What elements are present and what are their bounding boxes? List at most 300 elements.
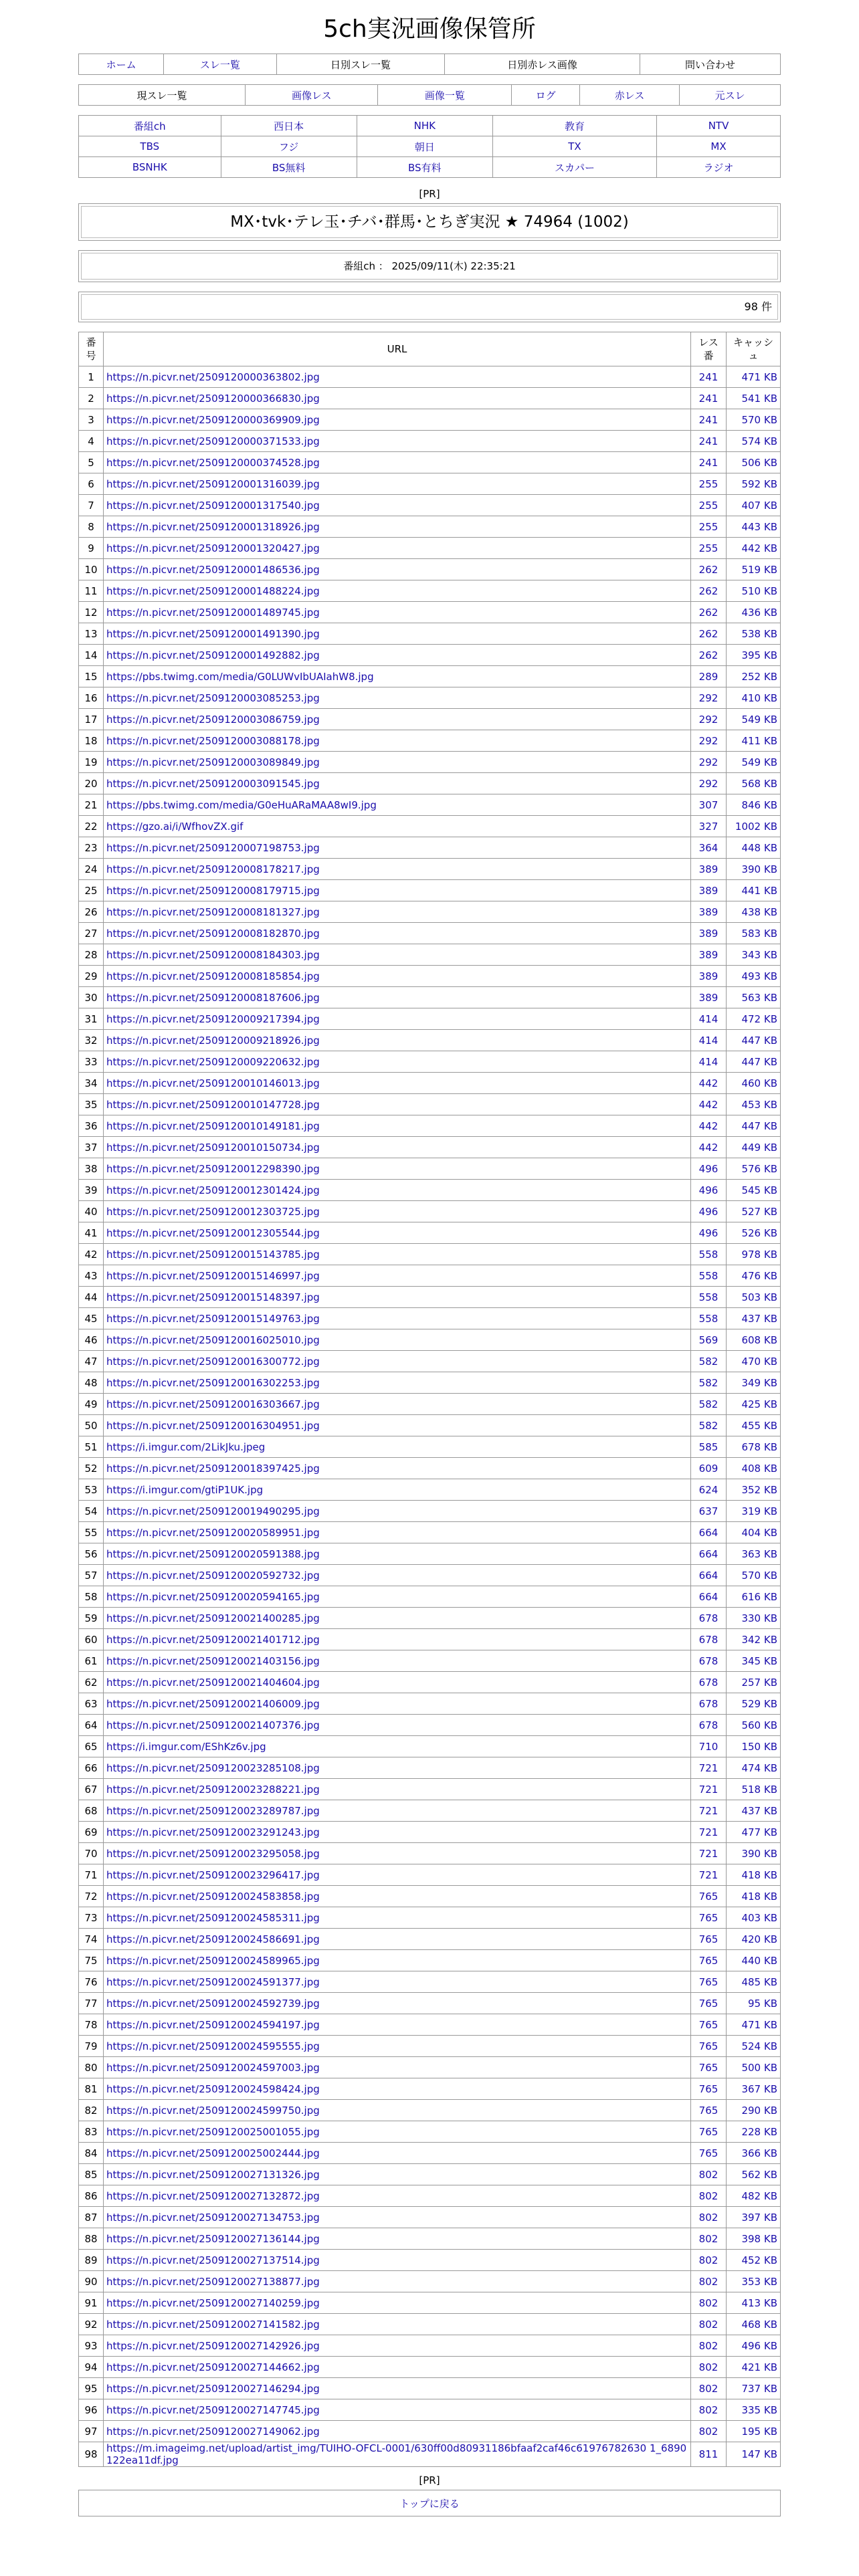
nav-image-res[interactable]: 画像レス [246, 85, 378, 106]
image-url-link[interactable]: https://n.picvr.net/2509120012303725.jpg [106, 1205, 320, 1218]
image-url-link[interactable]: https://n.picvr.net/2509120001491390.jpg [106, 627, 320, 640]
row-cache[interactable]: 352 KB [727, 1479, 781, 1501]
row-url[interactable] [104, 1950, 691, 1971]
row-res-number[interactable]: 678 [691, 1693, 727, 1715]
row-url[interactable] [104, 1993, 691, 2014]
row-cache[interactable]: 527 KB [727, 1201, 781, 1222]
row-res-number[interactable]: 442 [691, 1073, 727, 1094]
row-url[interactable] [104, 794, 691, 816]
row-url[interactable] [104, 495, 691, 516]
image-url-link[interactable]: https://n.picvr.net/2509120001318926.jpg [106, 520, 320, 533]
image-url-link[interactable]: https://n.picvr.net/2509120024599750.jpg [106, 2104, 320, 2117]
row-cache[interactable]: 418 KB [727, 1864, 781, 1886]
nav-contact[interactable]: 問い合わせ [640, 54, 780, 75]
row-url[interactable] [104, 1308, 691, 1329]
row-cache[interactable]: 366 KB [727, 2143, 781, 2164]
row-cache[interactable]: 335 KB [727, 2399, 781, 2421]
row-url[interactable] [104, 1436, 691, 1458]
row-cache[interactable]: 1002 KB [727, 816, 781, 837]
image-url-link[interactable]: https://n.picvr.net/2509120027147745.jpg [106, 2403, 320, 2416]
row-cache[interactable]: 398 KB [727, 2228, 781, 2250]
row-url[interactable] [104, 1907, 691, 1929]
row-cache[interactable]: 541 KB [727, 388, 781, 409]
image-url-link[interactable]: https://n.picvr.net/2509120003085253.jpg [106, 691, 320, 704]
image-url-link[interactable]: https://n.picvr.net/2509120008184303.jpg [106, 948, 320, 961]
row-res-number[interactable]: 765 [691, 1929, 727, 1950]
row-res-number[interactable]: 496 [691, 1158, 727, 1180]
row-res-number[interactable]: 710 [691, 1736, 727, 1757]
row-url[interactable] [104, 2357, 691, 2378]
row-cache[interactable]: 404 KB [727, 1522, 781, 1543]
row-cache[interactable]: 503 KB [727, 1287, 781, 1308]
image-url-link[interactable]: https://i.imgur.com/EShKz6v.jpg [106, 1740, 266, 1753]
row-url[interactable] [104, 773, 691, 794]
image-url-link[interactable]: https://n.picvr.net/2509120001320427.jpg [106, 542, 320, 554]
row-cache[interactable]: 147 KB [727, 2442, 781, 2467]
row-cache[interactable]: 349 KB [727, 1372, 781, 1394]
image-url-link[interactable]: https://n.picvr.net/2509120016304951.jpg [106, 1419, 320, 1432]
row-res-number[interactable]: 389 [691, 966, 727, 987]
row-cache[interactable]: 447 KB [727, 1115, 781, 1137]
row-url[interactable] [104, 1843, 691, 1864]
row-cache[interactable]: 496 KB [727, 2335, 781, 2357]
image-url-link[interactable]: https://gzo.ai/i/WfhovZX.gif [106, 820, 244, 833]
row-url[interactable] [104, 602, 691, 623]
row-url[interactable] [104, 923, 691, 944]
nav-log[interactable]: ログ [512, 85, 580, 106]
row-cache[interactable]: 453 KB [727, 1094, 781, 1115]
image-url-link[interactable]: https://n.picvr.net/2509120000363802.jpg [106, 370, 320, 383]
row-cache[interactable]: 570 KB [727, 409, 781, 431]
row-res-number[interactable]: 765 [691, 2078, 727, 2100]
row-res-number[interactable]: 292 [691, 730, 727, 752]
row-url[interactable] [104, 516, 691, 538]
row-cache[interactable]: 474 KB [727, 1757, 781, 1779]
image-url-link[interactable]: https://n.picvr.net/2509120021400285.jpg [106, 1612, 320, 1624]
channel-item[interactable]: BSNHK [79, 157, 221, 178]
row-url[interactable] [104, 1736, 691, 1757]
image-url-link[interactable]: https://n.picvr.net/2509120000366830.jpg [106, 392, 320, 405]
row-url[interactable] [104, 2421, 691, 2442]
row-cache[interactable]: 570 KB [727, 1565, 781, 1586]
row-url[interactable] [104, 1479, 691, 1501]
back-to-top-cell[interactable] [79, 2490, 781, 2516]
row-res-number[interactable]: 765 [691, 2014, 727, 2036]
image-url-link[interactable]: https://n.picvr.net/2509120008181327.jpg [106, 905, 320, 918]
row-res-number[interactable]: 327 [691, 816, 727, 837]
row-cache[interactable]: 367 KB [727, 2078, 781, 2100]
row-cache[interactable]: 413 KB [727, 2292, 781, 2314]
row-url[interactable] [104, 687, 691, 709]
row-res-number[interactable]: 414 [691, 1051, 727, 1073]
row-url[interactable] [104, 1971, 691, 1993]
row-url[interactable] [104, 752, 691, 773]
image-url-link[interactable]: https://n.picvr.net/2509120020589951.jpg [106, 1526, 320, 1539]
row-res-number[interactable]: 292 [691, 687, 727, 709]
row-res-number[interactable]: 721 [691, 1757, 727, 1779]
row-res-number[interactable]: 721 [691, 1800, 727, 1822]
image-url-link[interactable]: https://n.picvr.net/2509120027132872.jpg [106, 2189, 320, 2202]
nav-daily-red-res[interactable]: 日別赤レス画像 [445, 54, 640, 75]
image-url-link[interactable]: https://n.picvr.net/2509120012298390.jpg [106, 1162, 320, 1175]
row-url[interactable] [104, 1800, 691, 1822]
row-cache[interactable]: 545 KB [727, 1180, 781, 1201]
image-url-link[interactable]: https://n.picvr.net/2509120009217394.jpg [106, 1012, 320, 1025]
image-url-link[interactable]: https://n.picvr.net/2509120003086759.jpg [106, 713, 320, 726]
image-url-link[interactable]: https://n.picvr.net/2509120012305544.jpg [106, 1226, 320, 1239]
image-url-link[interactable]: https://n.picvr.net/2509120001489745.jpg [106, 606, 320, 619]
nav-thread-list[interactable]: スレ一覧 [164, 54, 277, 75]
image-url-link[interactable]: https://n.picvr.net/2509120015149763.jpg [106, 1312, 320, 1325]
row-url[interactable] [104, 559, 691, 580]
image-url-link[interactable]: https://n.picvr.net/2509120010150734.jpg [106, 1141, 320, 1154]
row-res-number[interactable]: 262 [691, 559, 727, 580]
row-cache[interactable]: 616 KB [727, 1586, 781, 1608]
row-url[interactable] [104, 431, 691, 452]
nav-current-threads[interactable]: 現スレ一覧 [79, 85, 246, 106]
row-url[interactable] [104, 1394, 691, 1415]
row-cache[interactable]: 574 KB [727, 431, 781, 452]
row-url[interactable] [104, 837, 691, 859]
image-url-link[interactable]: https://n.picvr.net/2509120023288221.jpg [106, 1783, 320, 1796]
row-cache[interactable]: 526 KB [727, 1222, 781, 1244]
row-url[interactable] [104, 1222, 691, 1244]
row-res-number[interactable]: 678 [691, 1672, 727, 1693]
image-url-link[interactable]: https://n.picvr.net/2509120015146997.jpg [106, 1269, 320, 1282]
row-res-number[interactable]: 389 [691, 987, 727, 1008]
image-url-link[interactable]: https://n.picvr.net/2509120021407376.jpg [106, 1719, 320, 1731]
row-res-number[interactable]: 664 [691, 1543, 727, 1565]
row-res-number[interactable]: 442 [691, 1137, 727, 1158]
row-res-number[interactable]: 389 [691, 901, 727, 923]
row-cache[interactable]: 518 KB [727, 1779, 781, 1800]
row-url[interactable] [104, 1543, 691, 1565]
channel-item[interactable]: フジ [221, 136, 357, 157]
row-cache[interactable]: 390 KB [727, 1843, 781, 1864]
row-cache[interactable]: 471 KB [727, 2014, 781, 2036]
row-url[interactable] [104, 645, 691, 666]
row-res-number[interactable]: 496 [691, 1201, 727, 1222]
image-url-link[interactable]: https://n.picvr.net/2509120024583858.jpg [106, 1890, 320, 1903]
image-url-link[interactable]: https://n.picvr.net/2509120001492882.jpg [106, 649, 320, 661]
row-url[interactable] [104, 859, 691, 880]
row-res-number[interactable]: 802 [691, 2314, 727, 2335]
channel-item[interactable]: スカパー [492, 157, 656, 178]
row-res-number[interactable]: 765 [691, 1950, 727, 1971]
row-res-number[interactable]: 664 [691, 1586, 727, 1608]
row-url[interactable] [104, 2036, 691, 2057]
row-url[interactable] [104, 2335, 691, 2357]
image-url-link[interactable]: https://n.picvr.net/2509120016300772.jpg [106, 1355, 320, 1368]
row-url[interactable] [104, 2399, 691, 2421]
row-res-number[interactable]: 721 [691, 1822, 727, 1843]
row-cache[interactable]: 319 KB [727, 1501, 781, 1522]
row-url[interactable] [104, 2228, 691, 2250]
row-res-number[interactable]: 255 [691, 473, 727, 495]
row-res-number[interactable]: 802 [691, 2185, 727, 2207]
row-res-number[interactable]: 765 [691, 1886, 727, 1907]
row-url[interactable] [104, 1329, 691, 1351]
image-url-link[interactable]: https://n.picvr.net/2509120024597003.jpg [106, 2061, 320, 2074]
row-res-number[interactable]: 678 [691, 1715, 727, 1736]
row-res-number[interactable]: 414 [691, 1030, 727, 1051]
image-url-link[interactable]: https://n.picvr.net/2509120003089849.jpg [106, 756, 320, 768]
row-res-number[interactable]: 262 [691, 602, 727, 623]
row-url[interactable] [104, 2292, 691, 2314]
image-url-link[interactable]: https://n.picvr.net/2509120027140259.jpg [106, 2296, 320, 2309]
image-url-link[interactable]: https://n.picvr.net/2509120025002444.jpg [106, 2147, 320, 2159]
image-url-link[interactable]: https://n.picvr.net/2509120021403156.jpg [106, 1654, 320, 1667]
row-cache[interactable]: 330 KB [727, 1608, 781, 1629]
row-res-number[interactable]: 609 [691, 1458, 727, 1479]
image-url-link[interactable]: https://n.picvr.net/2509120020592732.jpg [106, 1569, 320, 1582]
row-res-number[interactable]: 811 [691, 2442, 727, 2467]
row-url[interactable] [104, 880, 691, 901]
row-url[interactable] [104, 1158, 691, 1180]
row-url[interactable] [104, 2378, 691, 2399]
channel-item[interactable]: MX [657, 136, 781, 157]
row-res-number[interactable]: 678 [691, 1650, 727, 1672]
row-res-number[interactable]: 802 [691, 2335, 727, 2357]
row-url[interactable] [104, 1522, 691, 1543]
image-url-link[interactable]: https://n.picvr.net/2509120010147728.jpg [106, 1098, 320, 1111]
image-url-link[interactable]: https://n.picvr.net/2509120024586691.jpg [106, 1933, 320, 1945]
row-url[interactable] [104, 452, 691, 473]
row-url[interactable] [104, 2314, 691, 2335]
row-res-number[interactable]: 389 [691, 944, 727, 966]
channel-item[interactable]: 教育 [492, 116, 656, 136]
image-url-link[interactable]: https://n.picvr.net/2509120027142926.jpg [106, 2339, 320, 2352]
row-cache[interactable]: 403 KB [727, 1907, 781, 1929]
row-url[interactable] [104, 1115, 691, 1137]
row-url[interactable] [104, 1073, 691, 1094]
row-res-number[interactable]: 802 [691, 2421, 727, 2442]
row-cache[interactable]: 95 KB [727, 1993, 781, 2014]
row-cache[interactable]: 583 KB [727, 923, 781, 944]
row-res-number[interactable]: 582 [691, 1372, 727, 1394]
row-res-number[interactable]: 765 [691, 2100, 727, 2121]
row-url[interactable] [104, 2014, 691, 2036]
row-url[interactable] [104, 2078, 691, 2100]
row-url[interactable] [104, 1094, 691, 1115]
row-url[interactable] [104, 1137, 691, 1158]
row-url[interactable] [104, 1201, 691, 1222]
row-cache[interactable]: 468 KB [727, 2314, 781, 2335]
row-cache[interactable]: 425 KB [727, 1394, 781, 1415]
row-res-number[interactable]: 802 [691, 2399, 727, 2421]
row-url[interactable] [104, 1030, 691, 1051]
row-res-number[interactable]: 292 [691, 773, 727, 794]
image-url-link[interactable]: https://n.picvr.net/2509120009218926.jpg [106, 1034, 320, 1047]
row-cache[interactable]: 343 KB [727, 944, 781, 966]
image-url-link[interactable]: https://n.picvr.net/2509120027149062.jpg [106, 2425, 320, 2438]
channel-item[interactable]: 朝日 [357, 136, 492, 157]
image-url-link[interactable]: https://n.picvr.net/2509120024589965.jpg [106, 1954, 320, 1967]
image-url-link[interactable]: https://n.picvr.net/2509120003088178.jpg [106, 734, 320, 747]
row-cache[interactable]: 485 KB [727, 1971, 781, 1993]
image-url-link[interactable]: https://n.picvr.net/2509120027141582.jpg [106, 2318, 320, 2331]
row-cache[interactable]: 978 KB [727, 1244, 781, 1265]
row-cache[interactable]: 353 KB [727, 2271, 781, 2292]
row-cache[interactable]: 576 KB [727, 1158, 781, 1180]
row-res-number[interactable]: 241 [691, 388, 727, 409]
row-cache[interactable]: 342 KB [727, 1629, 781, 1650]
row-cache[interactable]: 408 KB [727, 1458, 781, 1479]
row-url[interactable] [104, 1008, 691, 1030]
row-res-number[interactable]: 496 [691, 1222, 727, 1244]
image-url-link[interactable]: https://n.picvr.net/2509120027134753.jpg [106, 2211, 320, 2224]
row-res-number[interactable]: 678 [691, 1608, 727, 1629]
row-res-number[interactable]: 255 [691, 495, 727, 516]
row-res-number[interactable]: 664 [691, 1565, 727, 1586]
row-cache[interactable]: 493 KB [727, 966, 781, 987]
image-url-link[interactable]: https://i.imgur.com/gtiP1UK.jpg [106, 1483, 264, 1496]
image-url-link[interactable]: https://n.picvr.net/2509120001488224.jpg [106, 584, 320, 597]
image-url-link[interactable]: https://pbs.twimg.com/media/G0LUWvIbUAIahW8.jpg [106, 670, 374, 683]
row-res-number[interactable]: 765 [691, 2143, 727, 2164]
image-url-link[interactable]: https://n.picvr.net/2509120025001055.jpg [106, 2125, 320, 2138]
row-res-number[interactable]: 307 [691, 794, 727, 816]
back-to-top-link[interactable]: トップに戻る [399, 2497, 460, 2510]
row-cache[interactable]: 363 KB [727, 1543, 781, 1565]
row-res-number[interactable]: 802 [691, 2228, 727, 2250]
image-url-link[interactable]: https://n.picvr.net/2509120015148397.jpg [106, 1291, 320, 1303]
row-cache[interactable]: 500 KB [727, 2057, 781, 2078]
row-cache[interactable]: 563 KB [727, 987, 781, 1008]
row-url[interactable] [104, 987, 691, 1008]
row-res-number[interactable]: 364 [691, 837, 727, 859]
row-cache[interactable]: 438 KB [727, 901, 781, 923]
row-res-number[interactable]: 721 [691, 1843, 727, 1864]
row-cache[interactable]: 560 KB [727, 1715, 781, 1736]
row-cache[interactable]: 470 KB [727, 1351, 781, 1372]
row-url[interactable] [104, 1608, 691, 1629]
row-cache[interactable]: 411 KB [727, 730, 781, 752]
row-cache[interactable]: 407 KB [727, 495, 781, 516]
row-url[interactable] [104, 1180, 691, 1201]
row-url[interactable] [104, 2271, 691, 2292]
row-cache[interactable]: 397 KB [727, 2207, 781, 2228]
image-url-link[interactable]: https://n.picvr.net/2509120023296417.jpg [106, 1868, 320, 1881]
row-res-number[interactable]: 241 [691, 366, 727, 388]
channel-item[interactable]: BS有料 [357, 157, 492, 178]
row-cache[interactable]: 482 KB [727, 2185, 781, 2207]
row-url[interactable] [104, 901, 691, 923]
row-cache[interactable]: 592 KB [727, 473, 781, 495]
row-url[interactable] [104, 966, 691, 987]
image-url-link[interactable]: https://pbs.twimg.com/media/G0eHuARaMAA8wI9.jpg [106, 798, 377, 811]
row-url[interactable] [104, 730, 691, 752]
image-url-link[interactable]: https://n.picvr.net/2509120023291243.jpg [106, 1826, 320, 1838]
image-url-link[interactable]: https://n.picvr.net/2509120009220632.jpg [106, 1055, 320, 1068]
row-url[interactable] [104, 1672, 691, 1693]
row-url[interactable] [104, 580, 691, 602]
row-cache[interactable]: 568 KB [727, 773, 781, 794]
row-cache[interactable]: 460 KB [727, 1073, 781, 1094]
row-cache[interactable]: 437 KB [727, 1308, 781, 1329]
channel-item[interactable]: ラジオ [657, 157, 781, 178]
row-res-number[interactable]: 292 [691, 752, 727, 773]
row-res-number[interactable]: 582 [691, 1394, 727, 1415]
row-url[interactable] [104, 1586, 691, 1608]
channel-item[interactable]: TBS [79, 136, 221, 157]
row-url[interactable] [104, 1415, 691, 1436]
image-url-link[interactable]: https://n.picvr.net/2509120008178217.jpg [106, 863, 320, 875]
image-url-link[interactable]: https://m.imageimg.net/upload/artist_img/TUIHO-OFCL-0001/630ff00d80931186bfaaf2caf46c61976782630 1_6890122ea11df.jpg [106, 2442, 687, 2466]
row-res-number[interactable]: 624 [691, 1479, 727, 1501]
row-res-number[interactable]: 802 [691, 2271, 727, 2292]
row-cache[interactable]: 549 KB [727, 752, 781, 773]
channel-item[interactable]: 番組ch [79, 116, 221, 136]
image-url-link[interactable]: https://n.picvr.net/2509120027131326.jpg [106, 2168, 320, 2181]
row-res-number[interactable]: 765 [691, 2057, 727, 2078]
image-url-link[interactable]: https://i.imgur.com/2LikJku.jpeg [106, 1440, 266, 1453]
row-url[interactable] [104, 388, 691, 409]
row-cache[interactable]: 440 KB [727, 1950, 781, 1971]
image-url-link[interactable]: https://n.picvr.net/2509120008185854.jpg [106, 970, 320, 982]
nav-original-thread[interactable]: 元スレ [680, 85, 781, 106]
row-url[interactable] [104, 2143, 691, 2164]
row-url[interactable] [104, 1757, 691, 1779]
channel-item[interactable]: 西日本 [221, 116, 357, 136]
image-url-link[interactable]: https://n.picvr.net/2509120024591377.jpg [106, 1975, 320, 1988]
row-cache[interactable]: 562 KB [727, 2164, 781, 2185]
row-res-number[interactable]: 262 [691, 645, 727, 666]
row-res-number[interactable]: 678 [691, 1629, 727, 1650]
image-url-link[interactable]: https://n.picvr.net/2509120015143785.jpg [106, 1248, 320, 1261]
row-res-number[interactable]: 255 [691, 538, 727, 559]
row-res-number[interactable]: 496 [691, 1180, 727, 1201]
channel-item[interactable]: TX [492, 136, 656, 157]
row-url[interactable] [104, 1565, 691, 1586]
row-cache[interactable]: 252 KB [727, 666, 781, 687]
row-cache[interactable]: 436 KB [727, 602, 781, 623]
image-url-link[interactable]: https://n.picvr.net/2509120027144662.jpg [106, 2361, 320, 2373]
row-cache[interactable]: 608 KB [727, 1329, 781, 1351]
row-cache[interactable]: 150 KB [727, 1736, 781, 1757]
row-url[interactable] [104, 1779, 691, 1800]
row-res-number[interactable]: 389 [691, 923, 727, 944]
row-url[interactable] [104, 2121, 691, 2143]
row-res-number[interactable]: 582 [691, 1415, 727, 1436]
row-cache[interactable]: 477 KB [727, 1822, 781, 1843]
row-url[interactable] [104, 1629, 691, 1650]
row-url[interactable] [104, 709, 691, 730]
image-url-link[interactable]: https://n.picvr.net/2509120020591388.jpg [106, 1547, 320, 1560]
row-url[interactable] [104, 473, 691, 495]
row-cache[interactable]: 418 KB [727, 1886, 781, 1907]
image-url-link[interactable]: https://n.picvr.net/2509120000371533.jpg [106, 435, 320, 447]
row-cache[interactable]: 420 KB [727, 1929, 781, 1950]
row-res-number[interactable]: 802 [691, 2250, 727, 2271]
row-res-number[interactable]: 558 [691, 1308, 727, 1329]
row-url[interactable] [104, 409, 691, 431]
row-cache[interactable]: 257 KB [727, 1672, 781, 1693]
row-res-number[interactable]: 569 [691, 1329, 727, 1351]
row-url[interactable] [104, 1929, 691, 1950]
image-url-link[interactable]: https://n.picvr.net/2509120024595555.jpg [106, 2040, 320, 2052]
row-cache[interactable]: 390 KB [727, 859, 781, 880]
image-url-link[interactable]: https://n.picvr.net/2509120001317540.jpg [106, 499, 320, 512]
row-res-number[interactable]: 802 [691, 2164, 727, 2185]
row-url[interactable] [104, 1265, 691, 1287]
row-res-number[interactable]: 664 [691, 1522, 727, 1543]
image-url-link[interactable]: https://n.picvr.net/2509120023289787.jpg [106, 1804, 320, 1817]
row-url[interactable] [104, 2057, 691, 2078]
image-url-link[interactable]: https://n.picvr.net/2509120000374528.jpg [106, 456, 320, 469]
row-cache[interactable]: 345 KB [727, 1650, 781, 1672]
row-res-number[interactable]: 637 [691, 1501, 727, 1522]
